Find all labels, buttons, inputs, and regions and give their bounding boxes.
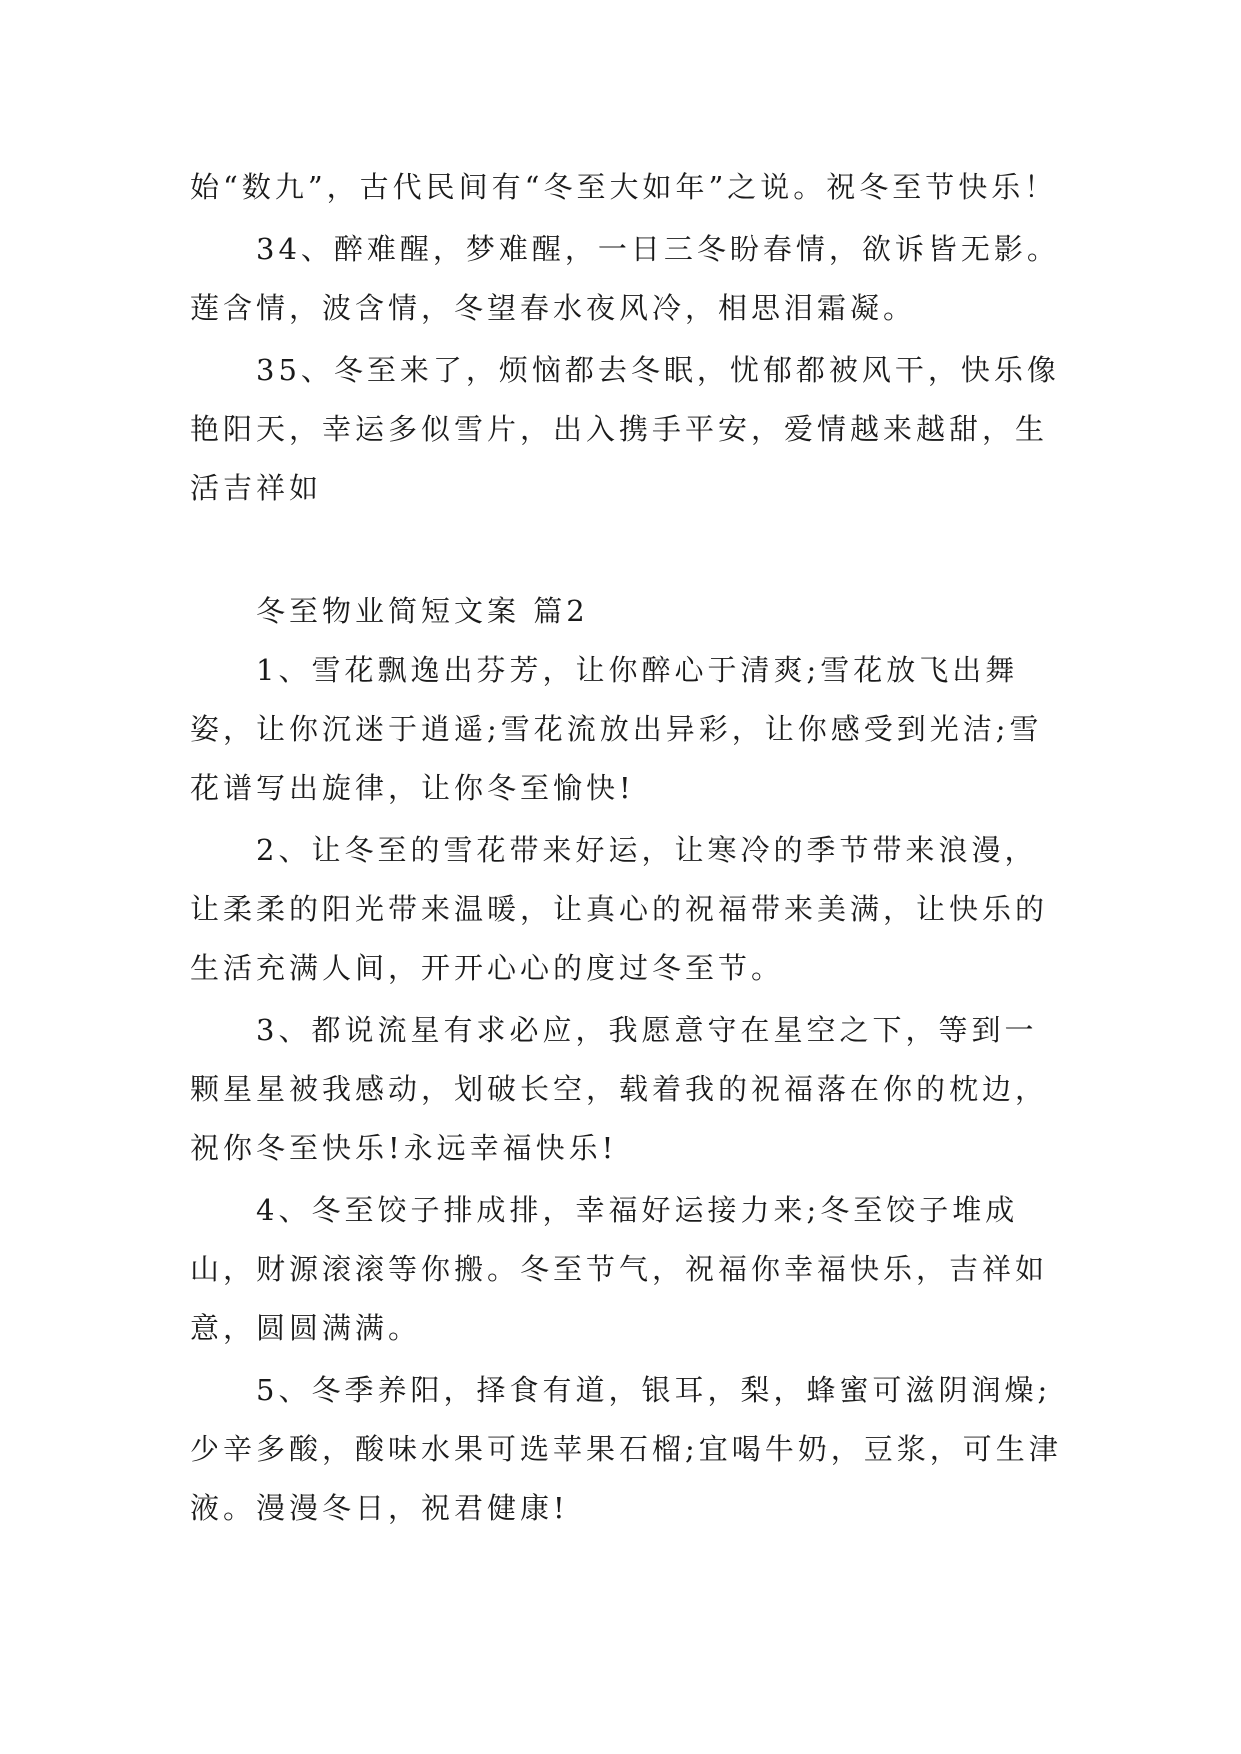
paragraph-s2-2: 2、让冬至的雪花带来好运，让寒冷的季节带来浪漫，让柔柔的阳光带来温暖，让真心的祝福带来美满，让快乐的生活充满人间，开开心心的度过冬至节。: [190, 833, 1049, 985]
paragraph-s2-4: 4、冬至饺子排成排，幸福好运接力来;冬至饺子堆成山，财源滚滚等你搬。冬至节气，祝福你幸福快乐，吉祥如意，圆圆满满。: [190, 1193, 1049, 1345]
paragraph-continued: 始“数九”，古代民间有“冬至大如年”之说。祝冬至节快乐！: [190, 170, 1058, 204]
section-title: 冬至物业简短文案 篇2: [256, 594, 589, 628]
paragraph-34: 34、醉难醒，梦难醒，一日三冬盼春情，欲诉皆无影。莲含情，波含情，冬望春水夜风冷，相思泪霜凝。: [190, 232, 1060, 325]
document-page: [190, 158, 1070, 1538]
paragraph-s2-3: 3、都说流星有求必应，我愿意守在星空之下，等到一颗星星被我感动，划破长空，载着我的祝福落在你的枕边，祝你冬至快乐!永远幸福快乐!: [190, 1013, 1049, 1165]
paragraph-s2-1: 1、雪花飘逸出芬芳，让你醉心于清爽;雪花放飞出舞姿，让你沉迷于逍遥;雪花流放出异彩，让你感受到光洁;雪花谱写出旋律，让你冬至愉快!: [190, 653, 1043, 805]
paragraph-s2-5: 5、冬季养阳，择食有道，银耳，梨，蜂蜜可滋阴润燥;少辛多酸，酸味水果可选苹果石榴;宜喝牛奶，豆浆，可生津液。漫漫冬日，祝君健康!: [190, 1373, 1062, 1525]
paragraph-35: 35、冬至来了，烦恼都去冬眠，忧郁都被风干，快乐像艳阳天，幸运多似雪片，出入携手平安，爱情越来越甜，生活吉祥如: [190, 353, 1060, 505]
